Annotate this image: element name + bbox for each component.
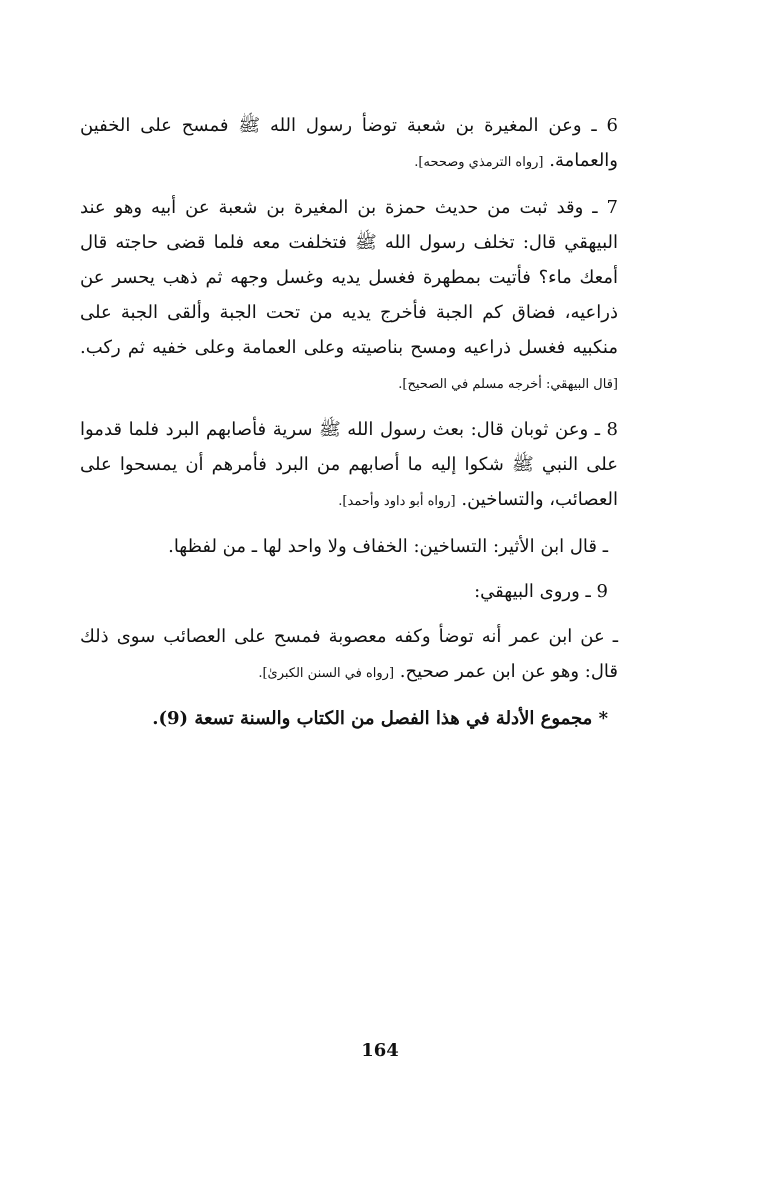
- paragraph-6: [80, 108, 618, 180]
- item-9-citation: [رواه في السنن الكبرىٰ].: [258, 666, 395, 681]
- item-9: [80, 619, 618, 691]
- paragraph-7-text: 7 ـ وقد ثبت من حديث حمزة بن المغيرة بن شعبة عن أبيه وهو عند البيهقي قال: تخلف رسول الله ﷺ فتخلفت معه فلما قضى حاجته قال أمعك ماء؟ فأتيت بمطهرة فغسل يديه وغسل وجهه ثم ذهب يحسر عن ذراعيه، فضاق كم الجبة فأخرج يديه من تحت الجبة وألقى الجبة على منكبيه فغسل ذراعيه ومسح بناصيته وعلى العمامة وعلى خفيه ثم ركب.: [80, 197, 618, 358]
- item-9-heading: 9 ـ وروى البيهقي:: [474, 581, 608, 602]
- paragraph-7: [80, 190, 618, 402]
- note-ibn-athir: ـ قال ابن الأثير: التساخين: الخفاف ولا واحد لها ـ من لفظها.: [168, 536, 608, 557]
- item-9-text: ـ عن ابن عمر أنه توضأ وكفه معصوبة فمسح على العصائب سوى ذلك قال: وهو عن ابن عمر صحيح.: [80, 626, 618, 682]
- paragraph-8-citation: [رواه أبو داود وأحمد].: [338, 494, 456, 509]
- page-body: [80, 108, 618, 746]
- paragraph-7-citation: [قال البيهقي: أخرجه مسلم في الصحيح].: [398, 377, 618, 392]
- page-number: 164: [361, 1040, 399, 1061]
- paragraph-6-text: 6 ـ وعن المغيرة بن شعبة توضأ رسول الله ﷺ فمسح على الخفين والعمامة.: [80, 115, 618, 171]
- paragraph-8-text: 8 ـ وعن ثوبان قال: بعث رسول الله ﷺ سرية فأصابهم البرد فلما قدموا على النبي ﷺ شكوا إليه ما أصابهم من البرد فأمرهم أن يمسحوا على العصائب، والتساخين.: [80, 419, 618, 510]
- paragraph-8: [80, 412, 618, 519]
- paragraph-6-citation: [رواه الترمذي وصححه].: [414, 155, 544, 170]
- summary-line: * مجموع الأدلة في هذا الفصل من الكتاب والسنة تسعة (9).: [152, 708, 608, 729]
